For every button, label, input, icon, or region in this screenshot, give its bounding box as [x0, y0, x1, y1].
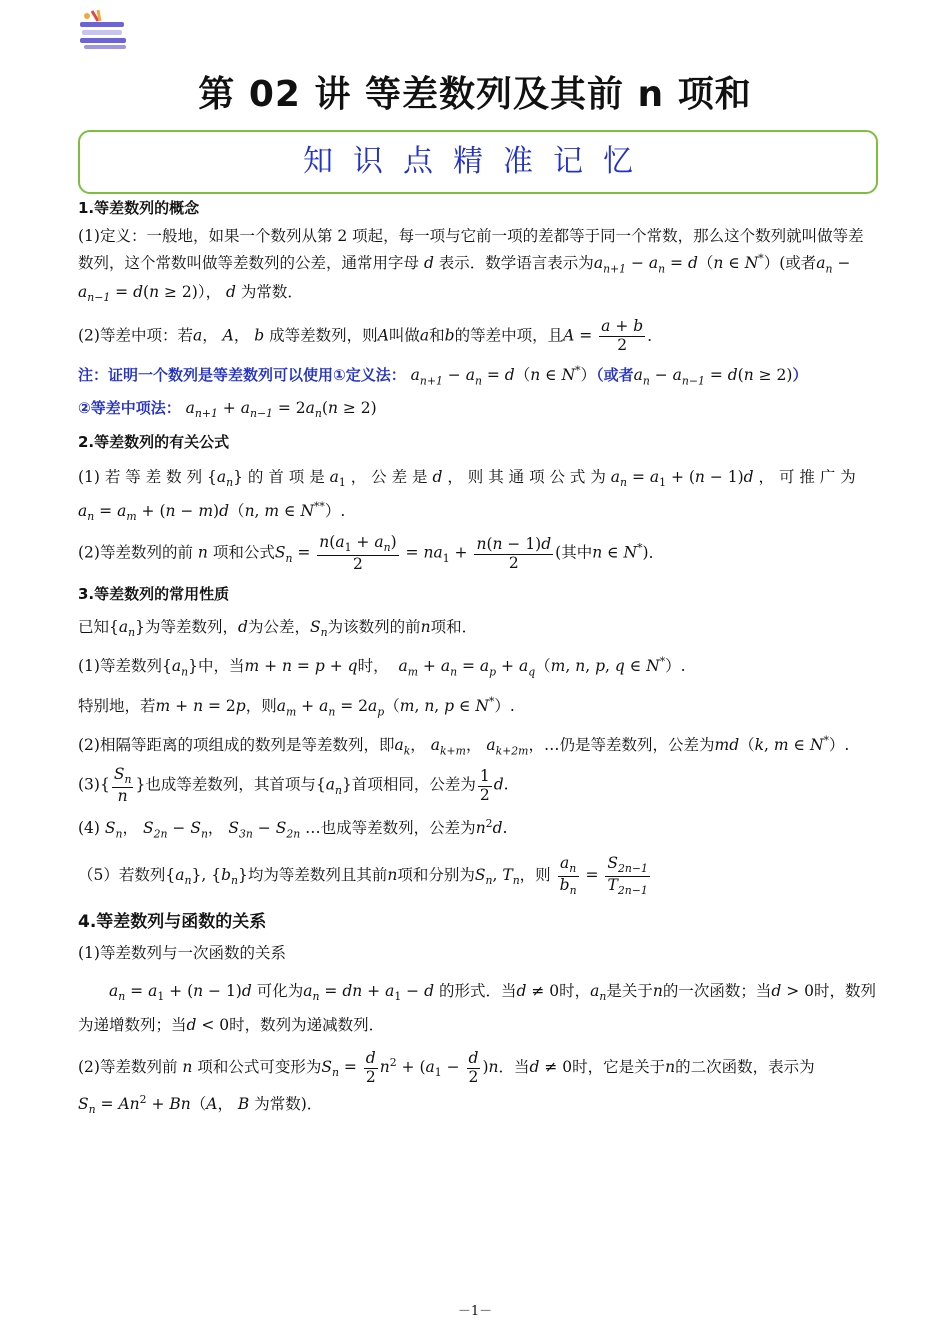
book-stack-logo-icon — [78, 8, 128, 52]
fraction: $\frac{S_n}{n}$ — [113, 765, 132, 805]
paragraph: 已知$\{a_n\}$为等差数列，d为公差，$S_n$为该数列的前n项和． — [78, 617, 478, 639]
fraction: $\frac{d}{2}$ — [468, 1048, 479, 1086]
paragraph: (2)等差中项：若a， A， b 成等差数列，则A叫做a和b的等差中项，且A = $\frac{a + b}{2}$ ． — [78, 317, 663, 355]
fraction: $\frac{S_{2n-1}}{T_{2n-1}}$ — [607, 854, 648, 897]
paragraph: (1)定义：一般地，如果一个数列从第 2 项起，每一项与它前一项的差都等于同一个常数，那么这个数列就叫做等差数列，这个常数叫做等差数列的公差，通常用字母 d 表示．数学语言表示为$a_{n+1} - a_n = d(n$ ∈ N*）(或者$a_n - a_{n-1} = d(n \ge 2)$）， d 为常数． — [78, 227, 864, 305]
paragraph: （5）若数列$\{a_n\}$, $\{b_n\}$均为等差数列且其前n项和分别为$S_n$, $T_n$，则 $\frac{a_n}{b_n}$ = $\frac{S_{2n-1}}{T_{2n-1}}$ — [78, 854, 648, 897]
paragraph: (2)等差数列前 n 项和公式可变形为$S_n$ = $\frac{d}{2}$ $n^2 + (a_1$ − $\frac{d}{2}$ )n．当d ≠ 0时，它是关于n的二次函数，表示为 $S_n = An^2 + Bn(A$， B 为常数)． — [78, 1048, 815, 1117]
paragraph: (2)等差数列的前 n 项和公式$S_n$ = $\frac{n(a_1 + a_n)}{2}$ = $na_1$ + $\frac{n(n - 1)d}{2}$ (其中n ∈ N*)． — [78, 533, 665, 573]
section-heading: 2.等差数列的有关公式 — [78, 432, 230, 451]
paragraph: (1)等差数列$\{a_n\}$中，当m + n = p + q时， $a_m + a_n = a_p + a_q(m$, n, p, q ∈ N*）. — [78, 655, 686, 679]
paragraph: $a_n = a_1 + (n - 1)d$ 可化为$a_n$ = dn + $a_1 - d$ 的形式．当d ≠ 0时，$a_n$是关于n的一次函数；当d > 0时，数列为递增数列；当d < 0时，数列为递减数列． — [78, 981, 877, 1034]
fraction: $\frac{n(a_1 + a_n)}{2}$ — [319, 533, 397, 573]
paragraph: (2)相隔等距离的项组成的数列是等差数列，即$a_k$， $a_{k+m}$， $a_{k+2m}$，…仍是等差数列，公差为md（k, m ∈ N*）. — [78, 733, 850, 758]
fraction: $\frac{1}{2}$ — [479, 766, 490, 804]
fraction: $\frac{n(n - 1)d}{2}$ — [476, 534, 552, 572]
paragraph: (1) 若 等 差 数 列 $\{a_n\}$ 的 首 项 是 $a_1$ ， 公 差 是 d ， 则 其 通 项 公 式 为 $a_n = a_1 + (n - 1)d$ ， 可 推 广 为 $a_n = a_m + (n - m)d(n$, m ∈ N**）. — [78, 467, 856, 523]
fraction: $\frac{a_n}{b_n}$ — [559, 854, 577, 897]
knowledge-banner: 知识点精准记忆 — [78, 130, 878, 194]
paragraph: 特别地，若m + n = 2p，则$a_m + a_n = 2a_p(m$, n, p ∈ N*）. — [78, 694, 515, 718]
document-body — [78, 198, 878, 1124]
paragraph: (4) $S_n$， $S_{2n} - S_n$， $S_{3n} - S_{2n}$ …也成等差数列，公差为$n^2d$. — [78, 816, 508, 840]
note-paragraph: ②等差中项法： $a_{n+1} + a_{n-1} = 2a_n(n \ge 2)$ — [78, 399, 377, 421]
paragraph: (3){ $\frac{S_n}{n}$ }也成等差数列，其首项与$\{a_n\}$首项相同，公差为 $\frac{1}{2}$ d. — [78, 765, 509, 805]
fraction: $\frac{a + b}{2}$ — [601, 317, 644, 355]
section-heading: 1.等差数列的概念 — [78, 199, 200, 217]
fraction: $\frac{d}{2}$ — [365, 1048, 376, 1086]
paragraph: (1)等差数列与一次函数的关系 — [78, 944, 286, 963]
section-heading: 4.等差数列与函数的关系 — [78, 912, 267, 933]
note-paragraph: 注：证明一个数列是等差数列可以使用①定义法： $a_{n+1} - a_n = d(n$ ∈ N*）（或者$a_n - a_{n-1} = d(n \ge 2)$） — [78, 364, 808, 388]
section-heading: 3.等差数列的常用性质 — [78, 584, 230, 603]
page-number: －1－ — [457, 1304, 493, 1319]
page-title: 第 02 讲 等差数列及其前 n 项和 — [198, 74, 752, 115]
